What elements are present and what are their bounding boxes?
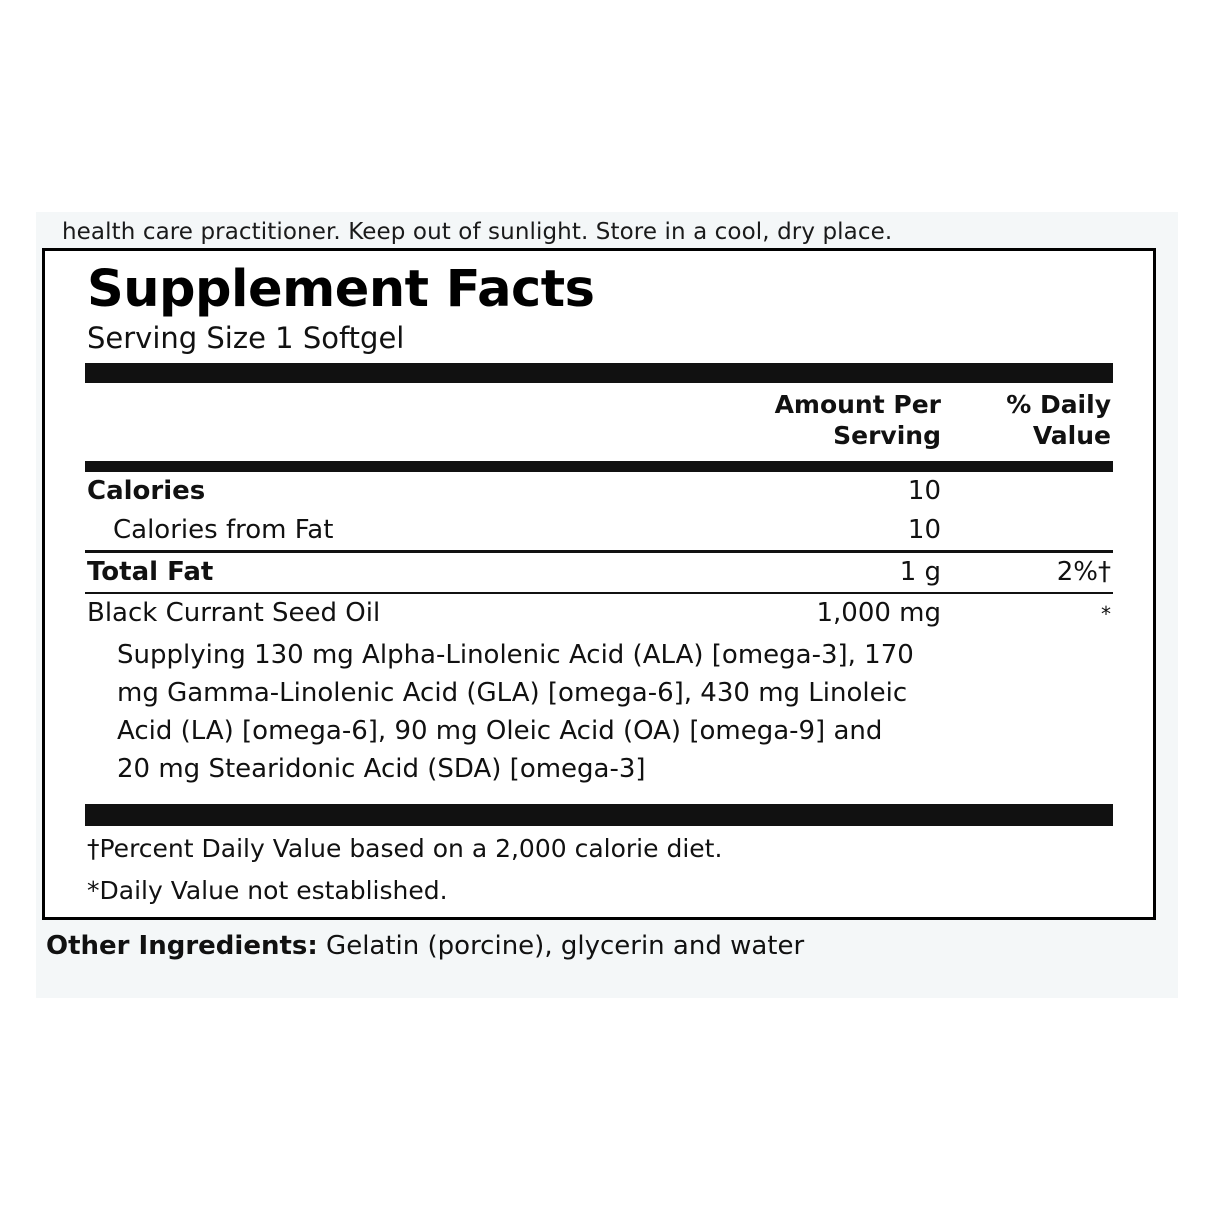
amount-header (711, 389, 941, 451)
serving-size: Serving Size 1 Softgel (87, 321, 405, 355)
other-ingredients (46, 930, 804, 962)
supplying-detail: Supplying 130 mg Alpha-Linolenic Acid (ALA) [omega-3], 170 mg Gamma-Linolenic Acid (GLA) [omega-6], 430 mg Linoleic Acid (LA) [omega-6], 90 mg Oleic Acid (OA) [omega-9] and 20 mg Stearidonic Acid (SDA) [omega-3] (117, 640, 914, 784)
row-amount: 1,000 mg (816, 598, 941, 628)
table-row (65, 511, 1133, 550)
row-name: Calories (87, 476, 206, 506)
other-ingredients-label: Other Ingredients: (46, 931, 318, 961)
dv-header-line1: % Daily (1006, 390, 1111, 419)
table-row (65, 553, 1133, 592)
amount-header-line2: Serving (833, 421, 941, 450)
row-amount: 10 (907, 515, 941, 545)
row-amount: 10 (907, 476, 941, 506)
footnote-daily-value: †Percent Daily Value based on a 2,000 calorie diet. (87, 834, 723, 863)
row-dv: 2%† (1056, 557, 1111, 587)
footnote-not-established: *Daily Value not established. (87, 876, 448, 905)
table-row (65, 472, 1133, 511)
row-name: Calories from Fat (113, 515, 334, 545)
column-headers (65, 383, 1133, 457)
divider-mid-1 (85, 461, 1113, 472)
row-dv: * (1101, 602, 1111, 626)
panel-title: Supplement Facts (87, 260, 595, 319)
divider-thick-bottom (85, 804, 1113, 826)
dv-header (941, 389, 1111, 451)
divider-thick-top (85, 363, 1113, 383)
row-name: Black Currant Seed Oil (87, 598, 381, 628)
amount-header-line1: Amount Per (774, 390, 941, 419)
table-row (65, 594, 1133, 634)
dv-header-line2: Value (1032, 421, 1111, 450)
warning-text: health care practitioner. Keep out of sunlight. Store in a cool, dry place. (62, 219, 893, 245)
row-amount: 1 g (899, 557, 941, 587)
supplement-facts-panel (42, 248, 1156, 920)
other-ingredients-value: Gelatin (porcine), glycerin and water (326, 931, 805, 961)
row-name: Total Fat (87, 557, 214, 587)
